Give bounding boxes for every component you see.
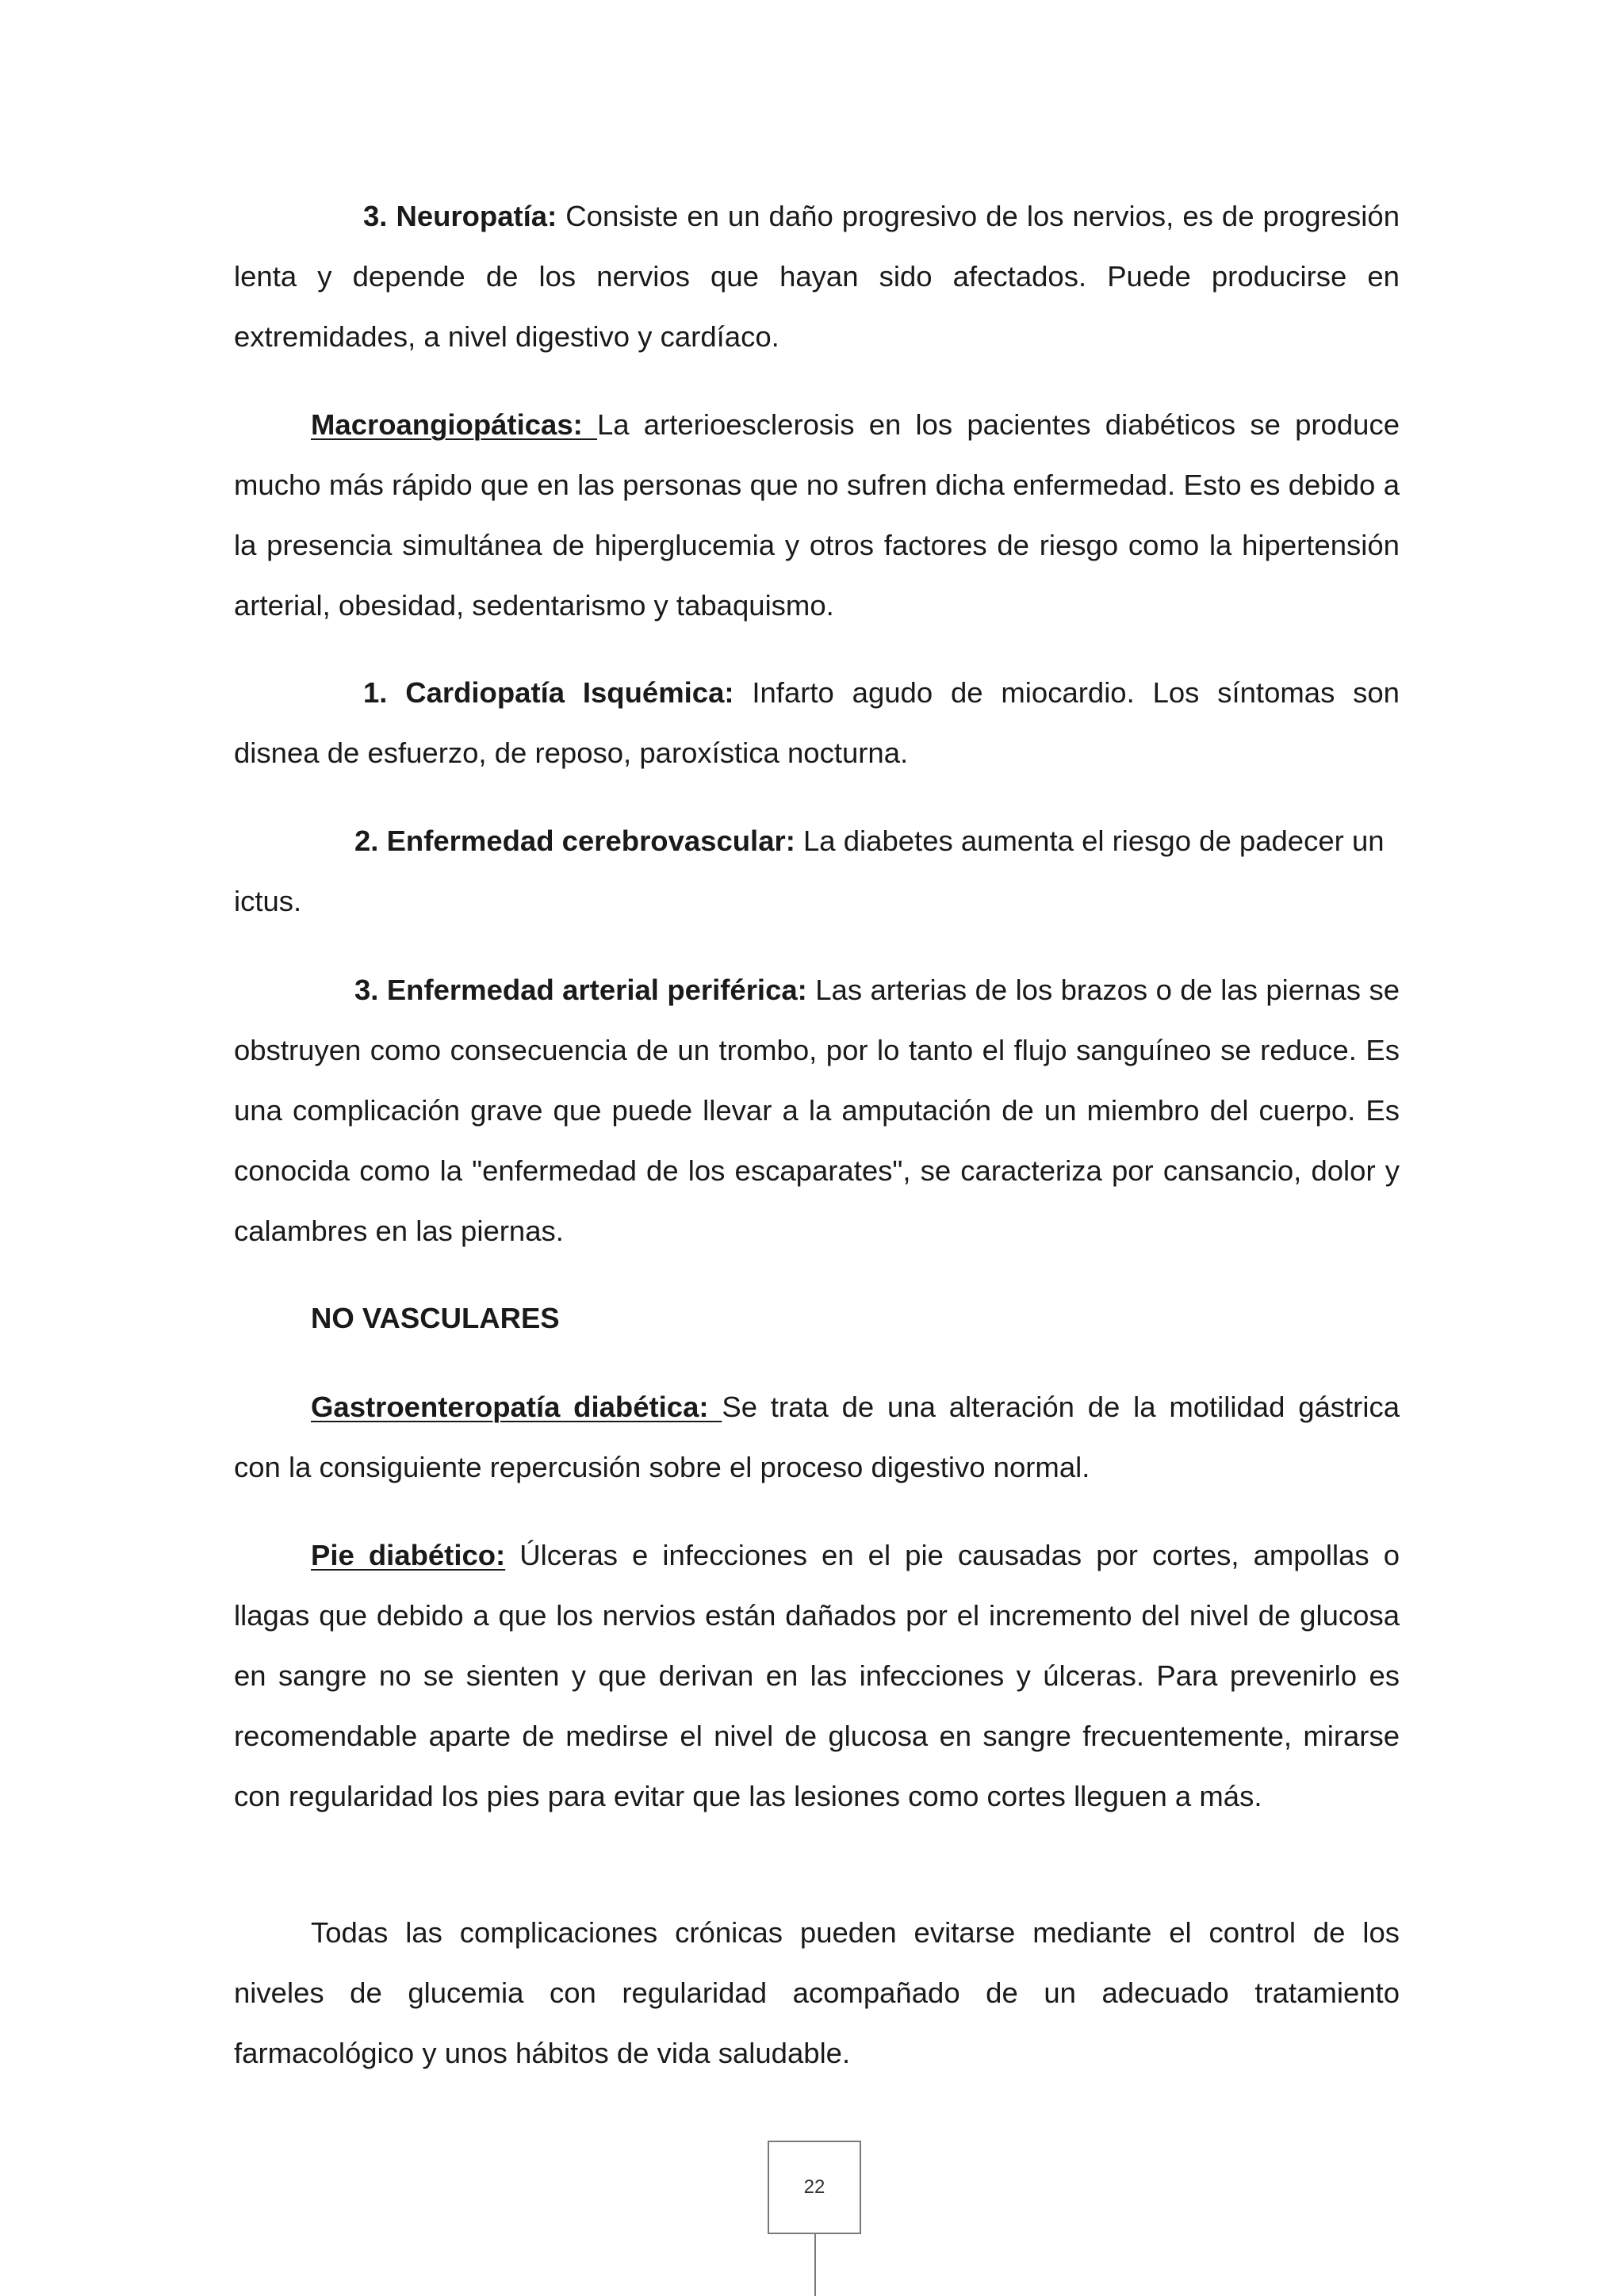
page-number-box bbox=[768, 2141, 861, 2234]
pie-text: Úlceras e infecciones en el pie causadas por cortes, ampollas o llagas que debido a que los nervios están dañados por el incremento del nivel de glucosa en sangre no se sienten y que derivan en las infecciones y úlceras. Para prevenirlo es recomendable aparte de medirse el nivel de glucosa en sangre frecuentemente, mirarse con regularidad los pies para evitar que las lesiones como cortes lleguen a más. bbox=[234, 1539, 1400, 1812]
cerebrovascular-label: 2. Enfermedad cerebrovascular: bbox=[354, 825, 795, 857]
cerebrovascular-continuation-text: ictus. bbox=[234, 885, 302, 917]
page-number: 22 bbox=[803, 2176, 825, 2198]
page-number-connector-line bbox=[814, 2234, 816, 2296]
macroangiopaticas-text: La arterioesclerosis en los pacientes diabéticos se produce mucho más rápido que en las personas que no sufren dicha enfermedad. Esto es debido a la presencia simultánea de hiperglucemia y otros factores de riesgo como la hipertensión arterial, obesidad, sedentarismo y tabaquismo. bbox=[234, 408, 1400, 622]
macroangiopaticas-label: Macroangiopáticas: bbox=[311, 408, 597, 441]
neuropatia-label: 3. Neuropatía: bbox=[363, 200, 557, 232]
gastro-label: Gastroenteropatía diabética: bbox=[311, 1391, 722, 1423]
cerebrovascular-text: La diabetes aumenta el riesgo de padecer un bbox=[795, 825, 1385, 857]
periferica-label: 3. Enfermedad arterial periférica: bbox=[354, 974, 807, 1006]
paragraph-neuropatia bbox=[234, 186, 1400, 367]
neuropatia-text: Consiste en un daño progresivo de los nervios, es de progresión lenta y depende de los nervios que hayan sido afectados. Puede producirse en extremidades, a nivel digestivo y cardíaco. bbox=[234, 200, 1400, 353]
periferica-text: Las arterias de los brazos o de las piernas se obstruyen como consecuencia de un trombo, por lo tanto el flujo sanguíneo se reduce. Es una complicación grave que puede llevar a la amputación de un miembro del cuerpo. Es conocida como la "enfermedad de los escaparates", se caracteriza por cansancio, dolor y calambres en las piernas. bbox=[234, 974, 1400, 1247]
paragraph-cerebrovascular-continuation bbox=[234, 871, 1400, 932]
gastro-text: Se trata de una alteración de la motilidad gástrica con la consiguiente repercusión sobre el proceso digestivo normal. bbox=[234, 1391, 1400, 1483]
paragraph-conclusion bbox=[234, 1903, 1400, 2084]
pie-label: Pie diabético: bbox=[311, 1539, 506, 1571]
paragraph-cardiopatia bbox=[234, 663, 1400, 783]
paragraph-gastro bbox=[234, 1377, 1400, 1498]
paragraph-cerebrovascular bbox=[234, 811, 1400, 871]
paragraph-periferica bbox=[234, 960, 1400, 1261]
cardiopatia-text: Infarto agudo de miocardio. Los síntomas son disnea de esfuerzo, de reposo, paroxística nocturna. bbox=[234, 676, 1400, 769]
paragraph-macroangiopaticas bbox=[234, 395, 1400, 636]
section-heading-no-vasculares: NO VASCULARES bbox=[311, 1302, 560, 1334]
cardiopatia-label: 1. Cardiopatía Isquémica: bbox=[363, 676, 734, 709]
paragraph-pie bbox=[234, 1525, 1400, 1827]
conclusion-text: Todas las complicaciones crónicas pueden evitarse mediante el control de los niveles de glucemia con regularidad acompañado de un adecuado tratamiento farmacológico y unos hábitos de vida saludable. bbox=[234, 1916, 1400, 2069]
